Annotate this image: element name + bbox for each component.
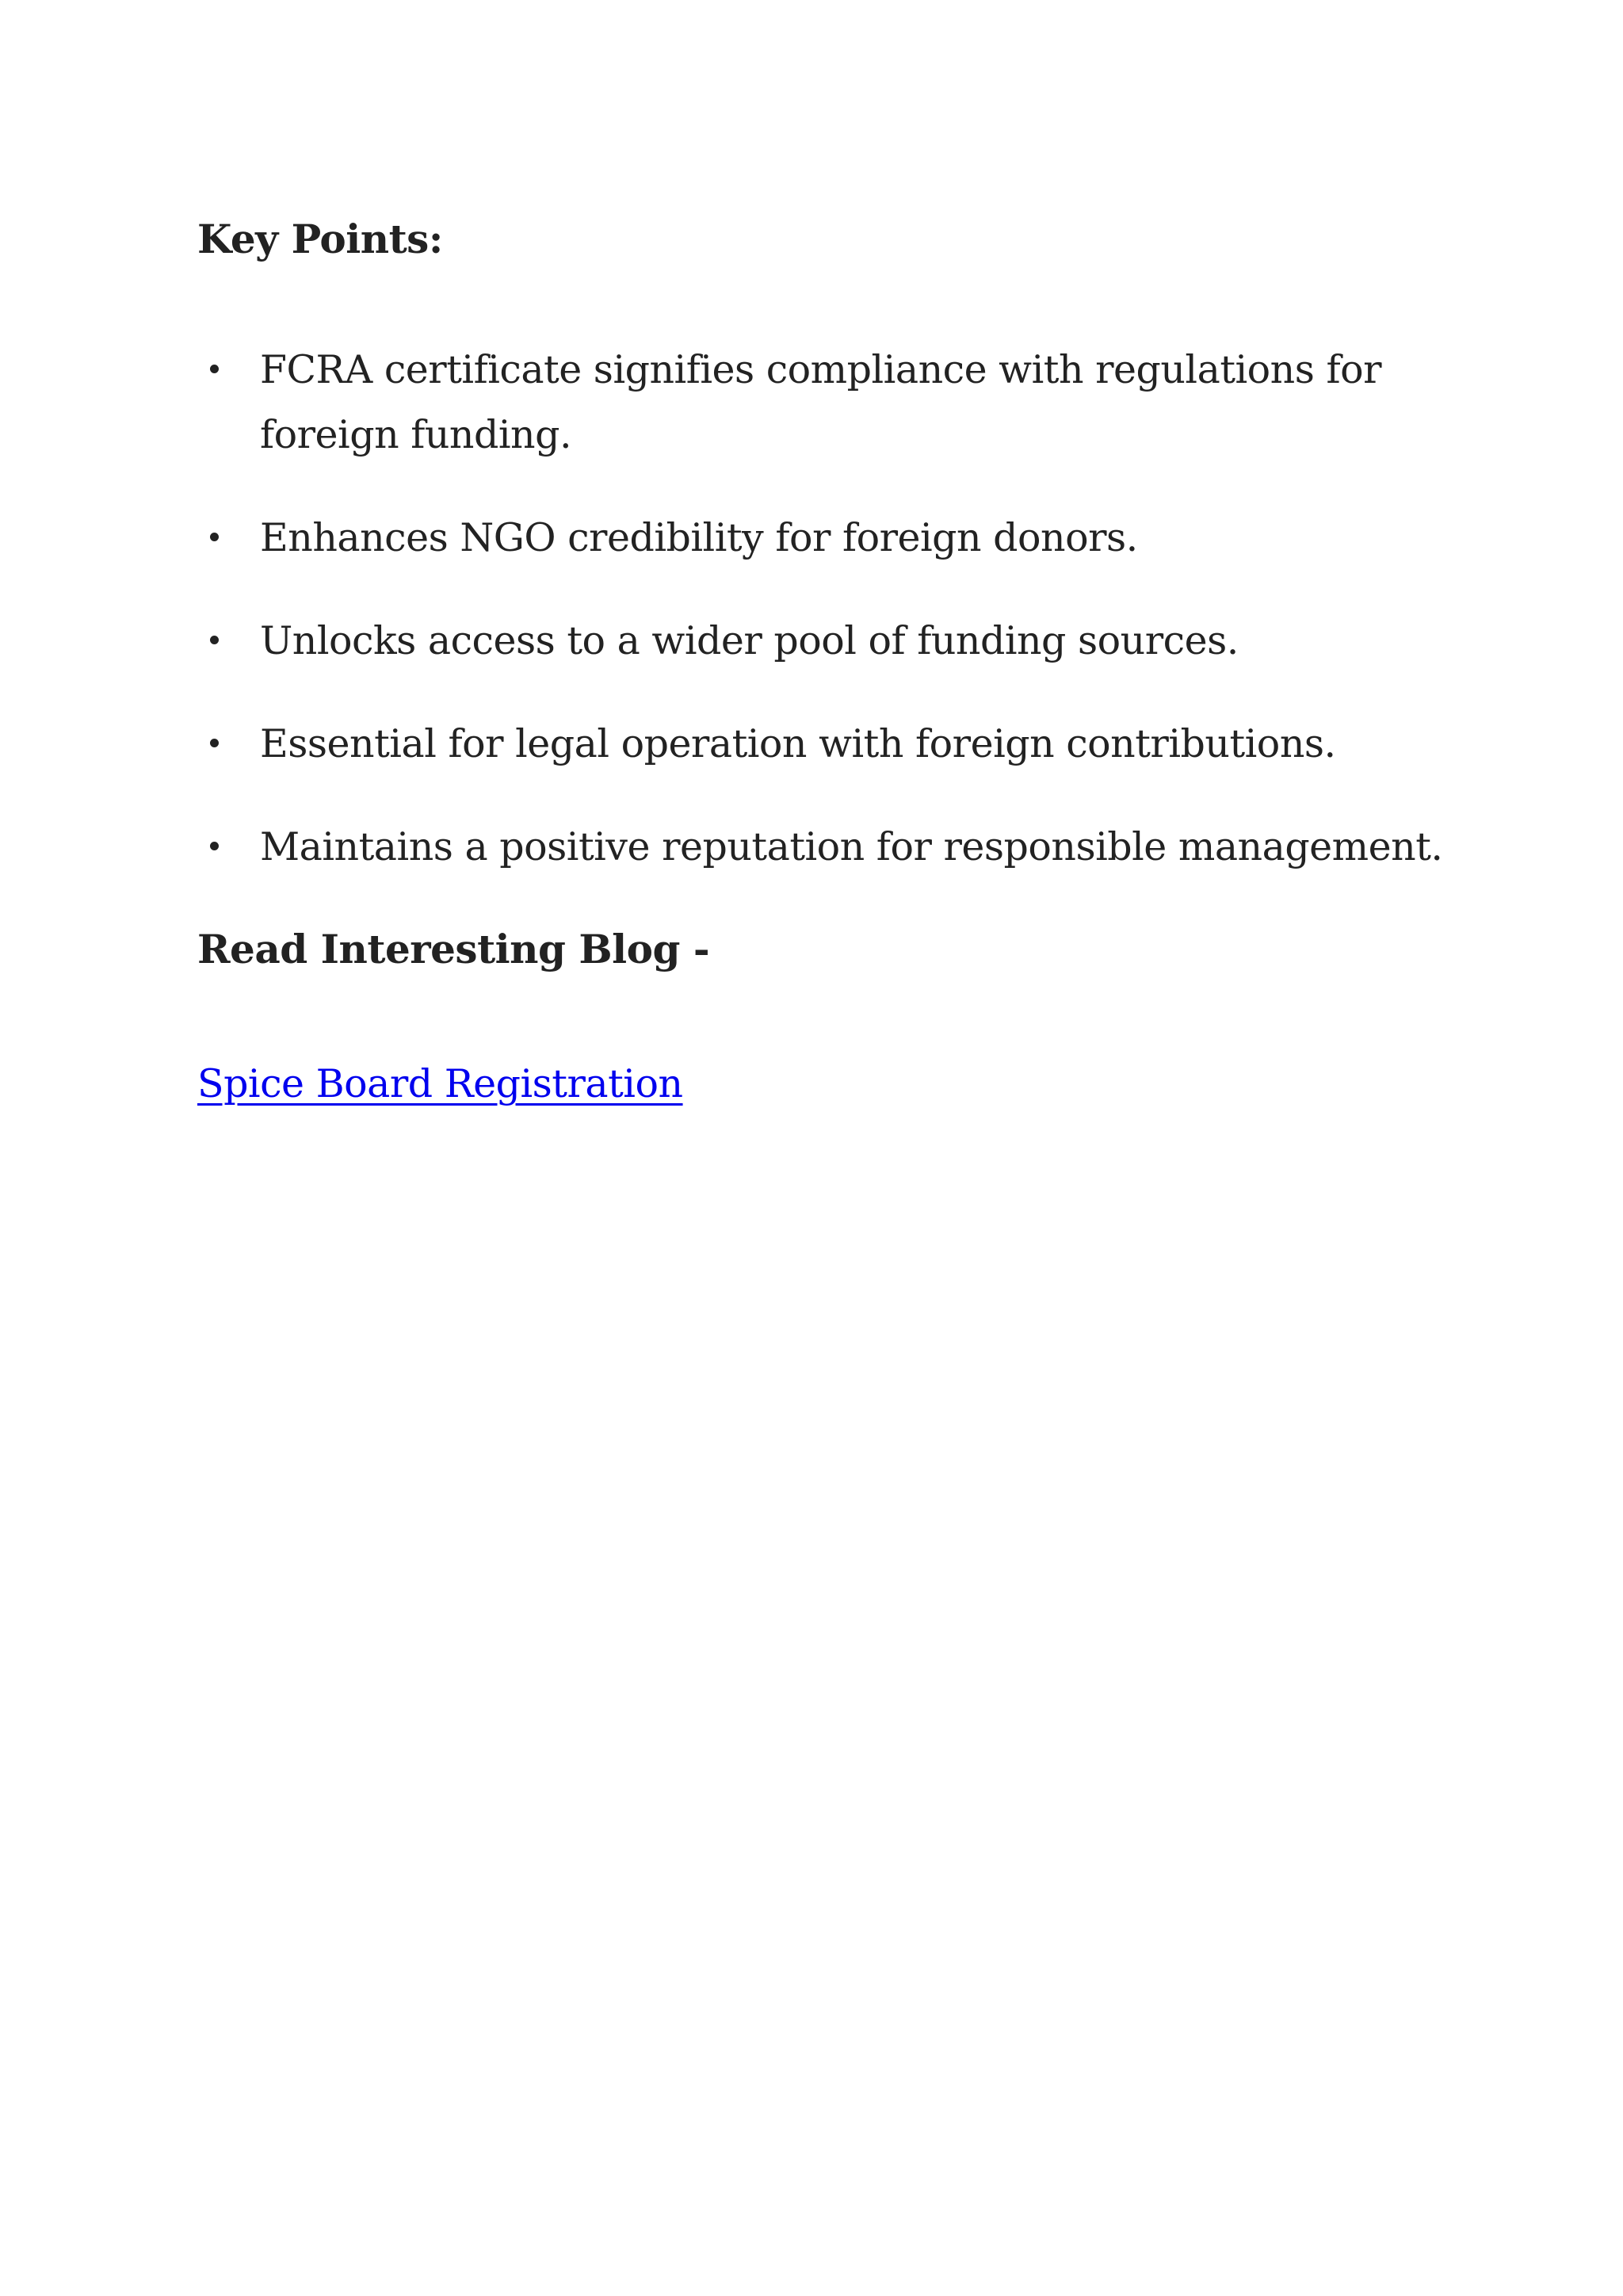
bullet-icon: [210, 365, 219, 373]
list-item-text: Unlocks access to a wider pool of funding sources.: [260, 618, 1239, 663]
list-item: [197, 712, 1481, 777]
bullet-icon: [210, 636, 219, 644]
key-points-heading: Key Points:: [197, 216, 443, 262]
blog-link-row: [197, 1052, 1481, 1116]
list-item: [197, 815, 1481, 880]
blog-heading: Read Interesting Blog -: [197, 926, 710, 972]
page-content: [197, 208, 1481, 1116]
list-item-text: Essential for legal operation with foreign contributions.: [260, 721, 1336, 766]
bullet-icon: [210, 842, 219, 850]
list-item: [197, 609, 1481, 674]
spice-board-registration-link[interactable]: Spice Board Registration: [197, 1061, 683, 1106]
list-item: [197, 338, 1481, 468]
list-item: [197, 506, 1481, 571]
list-item-text: Enhances NGO credibility for foreign donors.: [260, 515, 1138, 560]
list-item-text: FCRA certificate signifies compliance with regulations for foreign funding.: [260, 347, 1382, 457]
bullet-icon: [210, 739, 219, 747]
key-points-list: [197, 338, 1481, 880]
list-item-text: Maintains a positive reputation for responsible management.: [260, 824, 1443, 869]
bullet-icon: [210, 533, 219, 541]
